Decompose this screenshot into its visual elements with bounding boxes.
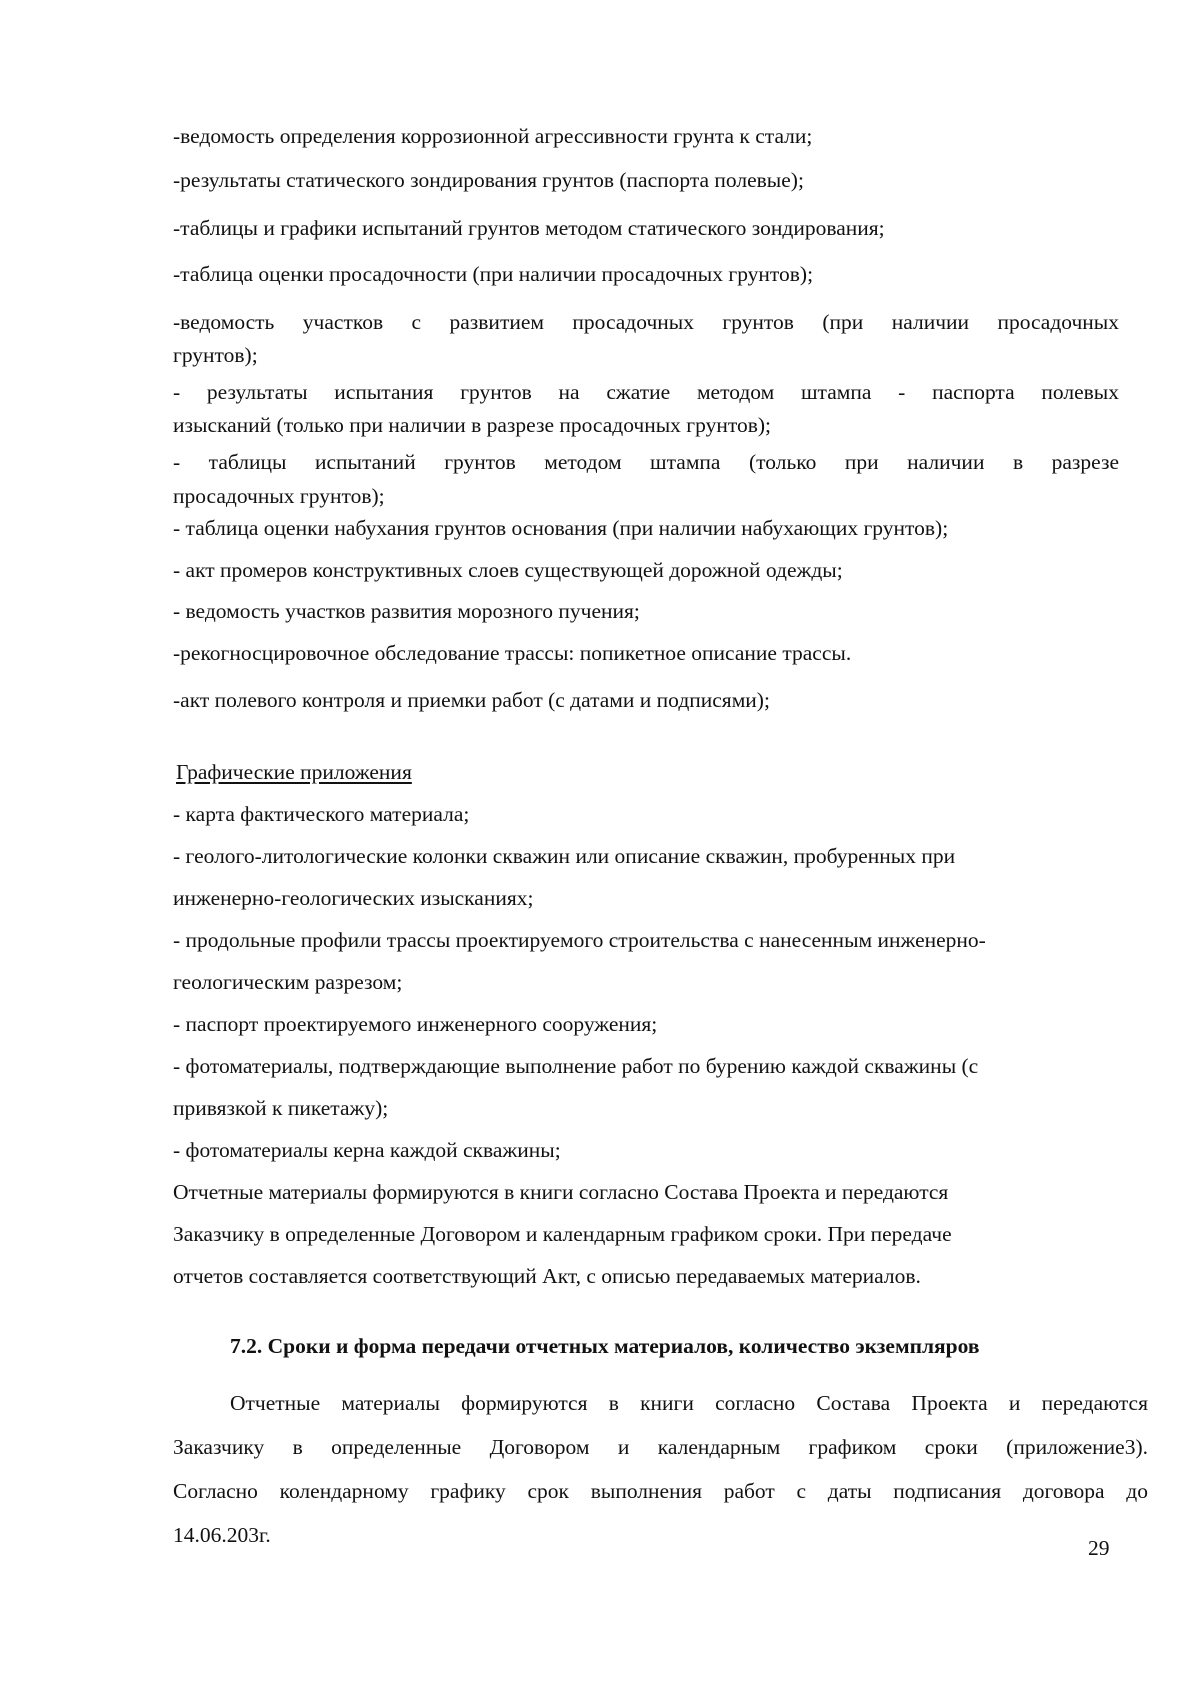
page-number: 29 (1088, 1536, 1110, 1560)
list-item: - таблица оценки набухания грунтов основания (при наличии набухающих грунтов); (173, 516, 949, 540)
list-item: -таблица оценки просадочности (при наличии просадочных грунтов); (173, 262, 814, 286)
section-heading: 7.2. Сроки и форма передачи отчетных материалов, количество экземпляров (230, 1334, 980, 1358)
paragraph-line: отчетов составляется соответствующий Акт, с описью передаваемых материалов. (173, 1264, 921, 1288)
list-item-continuation: геологическим разрезом; (173, 970, 403, 994)
list-item: -результаты статического зондирования грунтов (паспорта полевые); (173, 168, 804, 192)
paragraph-line: Отчетные материалы формируются в книги согласно Состава Проекта и передаются (173, 1180, 949, 1204)
list-item-continuation: просадочных грунтов); (173, 484, 385, 508)
list-item: - паспорт проектируемого инженерного сооружения; (173, 1012, 658, 1036)
list-item: - геолого-литологические колонки скважин или описание скважин, пробуренных при (173, 844, 956, 868)
list-item-continuation: привязкой к пикетажу); (173, 1096, 389, 1120)
paragraph-line: Заказчику в определенные Договором и календарным графиком сроки (приложение3). (173, 1435, 1148, 1459)
list-item-continuation: инженерно-геологических изысканиях; (173, 886, 534, 910)
list-item-continuation: грунтов); (173, 343, 258, 367)
list-item-continuation: изысканий (только при наличии в разрезе просадочных грунтов); (173, 413, 771, 437)
list-item: -таблицы и графики испытаний грунтов методом статического зондирования; (173, 216, 885, 240)
paragraph-line: Отчетные материалы формируются в книги согласно Состава Проекта и передаются (230, 1391, 1148, 1415)
list-item: - продольные профили трассы проектируемого строительства с нанесенным инженерно- (173, 928, 986, 952)
list-item: - результаты испытания грунтов на сжатие методом штампа - паспорта полевых (173, 380, 1119, 404)
list-item: -ведомость определения коррозионной агрессивности грунта к стали; (173, 124, 813, 148)
graphic-appendices-heading: Графические приложения (176, 760, 412, 784)
list-item: - карта фактического материала; (173, 802, 470, 826)
list-item: - таблицы испытаний грунтов методом штампа (только при наличии в разрезе (173, 450, 1119, 474)
list-item: - фотоматериалы, подтверждающие выполнение работ по бурению каждой скважины (с (173, 1054, 979, 1078)
list-item: - акт промеров конструктивных слоев существующей дорожной одежды; (173, 558, 843, 582)
paragraph-line: Заказчику в определенные Договором и календарным графиком сроки. При передаче (173, 1222, 952, 1246)
paragraph-line: Согласно колендарному графику срок выполнения работ с даты подписания договора до (173, 1479, 1148, 1503)
paragraph-line: 14.06.203г. (173, 1523, 271, 1547)
list-item: -акт полевого контроля и приемки работ (с датами и подписями); (173, 688, 770, 712)
list-item: -рекогносцировочное обследование трассы: попикетное описание трассы. (173, 641, 852, 665)
list-item: -ведомость участков с развитием просадочных грунтов (при наличии просадочных (173, 310, 1119, 334)
list-item: - ведомость участков развития морозного пучения; (173, 599, 640, 623)
list-item: - фотоматериалы керна каждой скважины; (173, 1138, 561, 1162)
